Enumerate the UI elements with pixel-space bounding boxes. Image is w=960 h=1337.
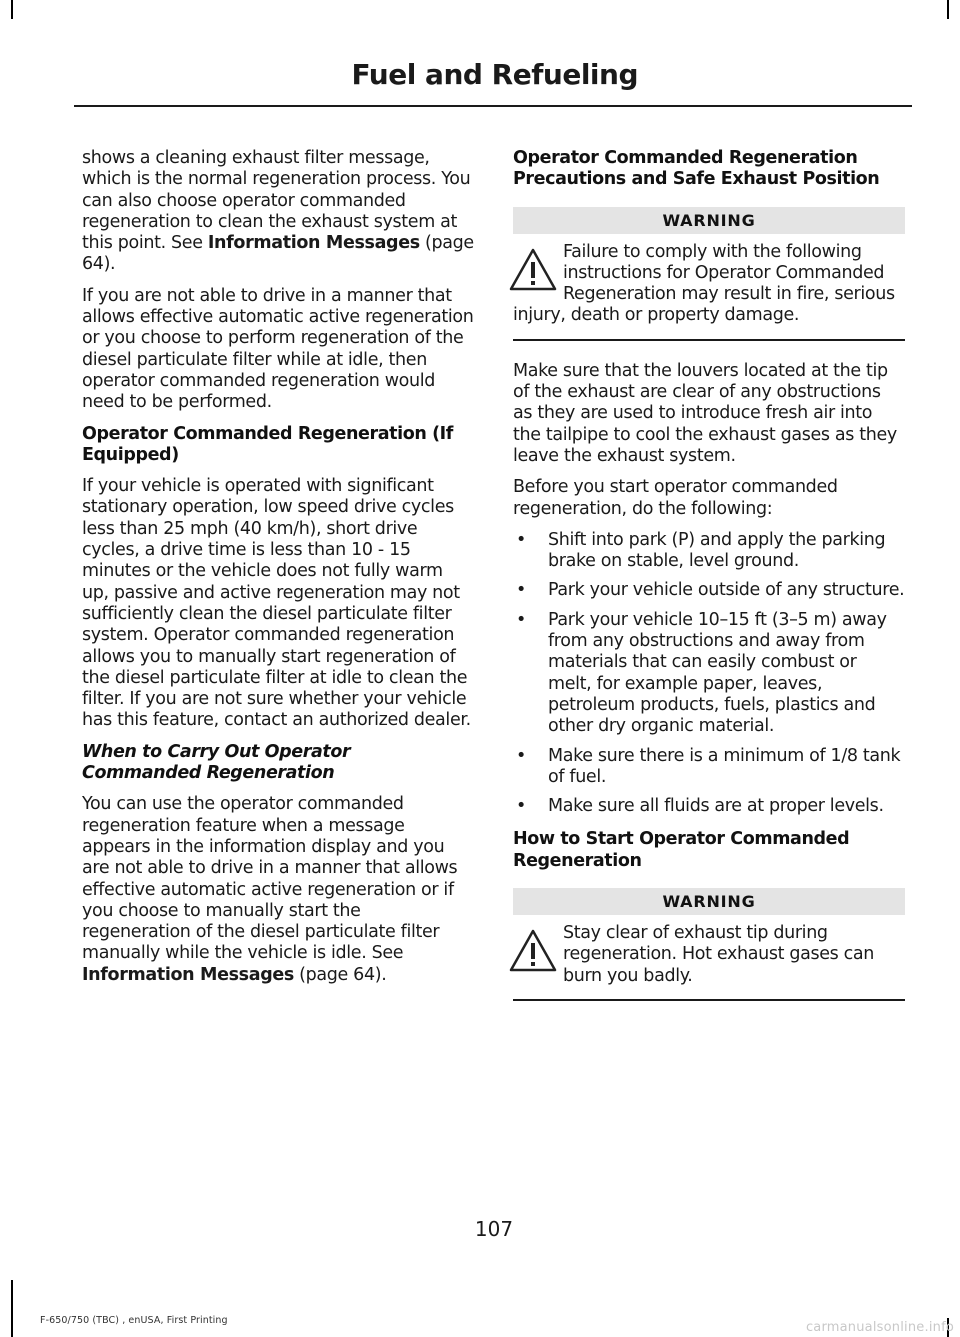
list-item: • Make sure there is a minimum of 1/8 tank of fuel. [516, 745, 901, 787]
warning-label: WARNING [513, 888, 905, 915]
warning-body [513, 923, 905, 1001]
warning-triangle-icon [507, 925, 559, 977]
bullet-marker: • [516, 580, 526, 601]
left-column [82, 148, 474, 996]
paragraph-2: If you are not able to drive in a manner that allows effective automatic active regeneration or you choose to perform regeneration of the diesel particulate filter while at idle, then operator commanded regeneration would need to be performed. [82, 285, 474, 413]
header-divider [74, 105, 912, 107]
paragraph-1: shows a cleaning exhaust filter message, which is the normal regeneration process. You can also choose operator commanded regeneration to clean the exhaust system at this point. See Information Messages (page 64). [82, 148, 474, 275]
paragraph-4: You can use the operator commanded regeneration feature when a message appears in the information display and you are not able to drive in a manner that allows effective automatic active regeneration or if you choose to manually start the regeneration of the diesel particulate filter manually while the vehicle is idle. See Information Messages (page 64). [82, 794, 458, 985]
bullet-marker: • [516, 529, 526, 550]
crop-mark-bottom-left [11, 1280, 13, 1337]
bullet-marker: • [516, 796, 526, 817]
warning-box [513, 888, 905, 1001]
warning-label: WARNING [513, 207, 905, 234]
bullet-marker: • [516, 745, 526, 766]
paragraph-3: If your vehicle is operated with significant stationary operation, low speed drive cycles less than 25 mph (40 km/h), short drive cycles, a drive time is less than 10 - 15 minutes or the vehicle does not fully warm up, passive and active regeneration may not sufficiently clean the diesel particulate filter system. Operator commanded regeneration allows you to manually start regeneration of the diesel particulate filter at idle to clean the filter. If you are not sure whether your vehicle has this feature, contact an authorized dealer. [82, 476, 471, 731]
warning-box [513, 207, 905, 341]
heading-when-to-carry-out: When to Carry Out Operator Commanded Regeneration [82, 741, 351, 784]
paragraph-before-start: Before you start operator commanded regeneration, do the following: [513, 477, 838, 519]
warning-text: Stay clear of exhaust tip during regeneration. Hot exhaust gases can burn you badly. [563, 923, 875, 986]
list-item: • Shift into park (P) and apply the parking brake on stable, level ground. [516, 529, 886, 572]
section-title: Fuel and Refueling [351, 58, 638, 91]
page-number: 107 [474, 1217, 514, 1241]
crop-mark-top-left [11, 0, 13, 19]
warning-body [513, 242, 905, 341]
heading-how-to-start: How to Start Operator Commanded Regeneration [513, 829, 850, 871]
precautions-list [513, 530, 905, 818]
list-item: • Park your vehicle outside of any structure. [516, 580, 905, 601]
warning-divider [513, 999, 905, 1001]
footer-print-info: F-650/750 (TBC) , enUSA, First Printing [40, 1315, 228, 1326]
paragraph-louvers: Make sure that the louvers located at the tip of the exhaust are clear of any obstructions as they are used to introduce fresh air into the tailpipe to cool the exhaust gases as they leave the exhaust system. [513, 360, 897, 466]
warning-triangle-icon [507, 244, 559, 296]
list-item: • Park your vehicle 10–15 ft (3–5 m) away from any obstructions and away from materials that can easily combust or melt, for example paper, leaves, petroleum products, fuels, plastics and other dry organic material. [516, 609, 887, 737]
cross-reference-link[interactable]: Information Messages [207, 233, 420, 254]
warning-divider [513, 339, 905, 341]
list-item: • Make sure all fluids are at proper levels. [516, 796, 884, 817]
warning-text: Failure to comply with the following instructions for Operator Commanded Regeneration may result in fire, serious injury, death or property damage. [513, 241, 895, 326]
heading-operator-commanded-regeneration: Operator Commanded Regeneration (If Equipped) [82, 423, 454, 465]
crop-mark-top-right [947, 0, 949, 19]
heading-precautions: Operator Commanded Regeneration Precautions and Safe Exhaust Position [513, 148, 880, 190]
cross-reference-link[interactable]: Information Messages [82, 964, 294, 985]
watermark: carmanualsonline.info [805, 1320, 954, 1335]
bullet-marker: • [516, 609, 526, 630]
right-column [513, 148, 905, 1021]
